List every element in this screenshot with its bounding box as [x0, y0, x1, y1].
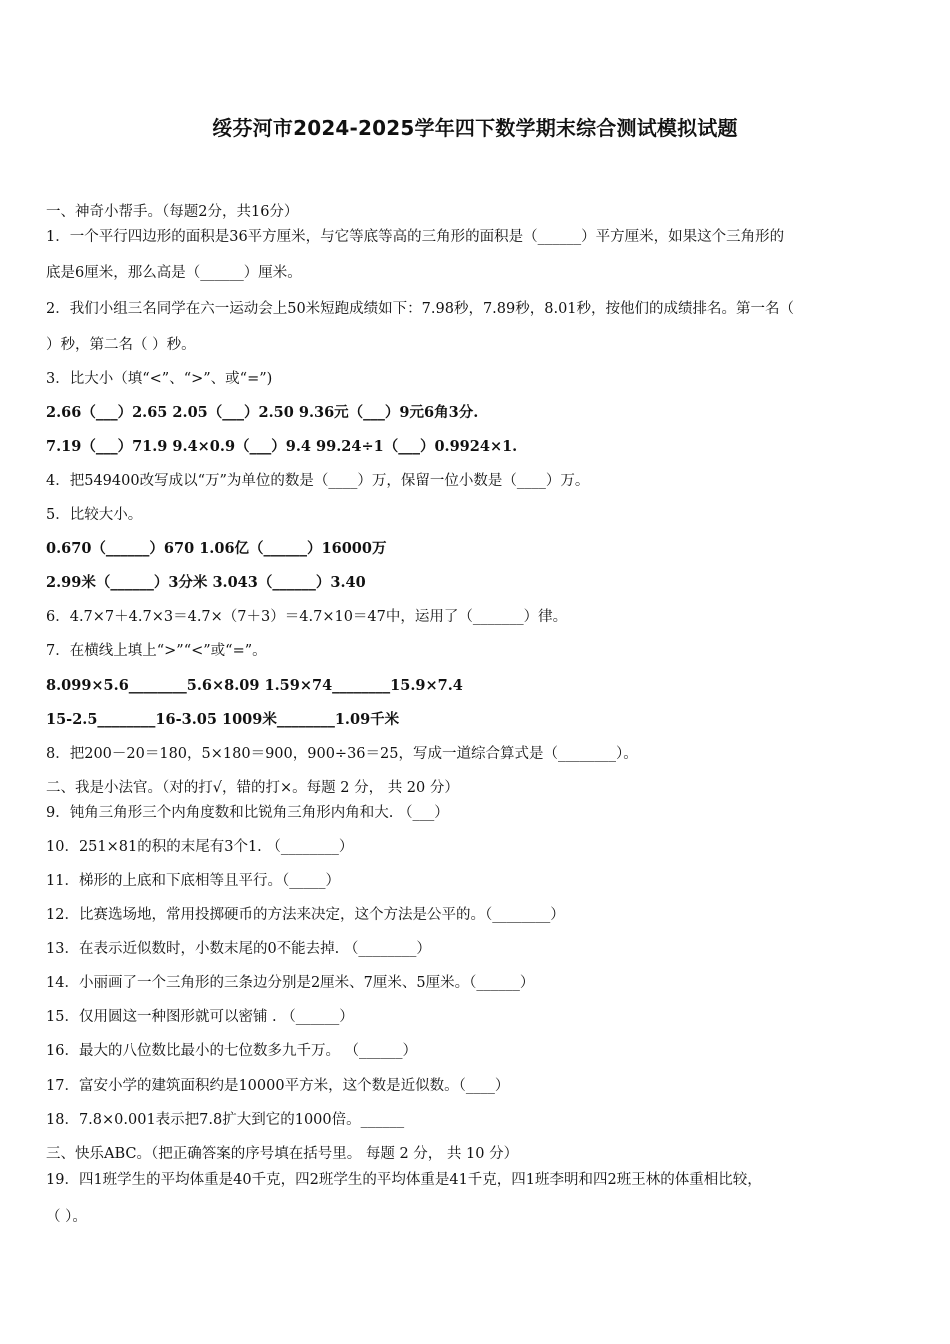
question-14: 14．小丽画了一个三角形的三条边分别是2厘米、7厘米、5厘米。（______） [46, 975, 535, 991]
question-3-row-2: 7.19（___）71.9 9.4×0.9（___）9.4 99.24÷1（___）0.9924×1. [46, 438, 518, 455]
question-17: 17．富安小学的建筑面积约是10000平方米，这个数是近似数。（____） [46, 1078, 510, 1094]
question-2-line-2: ）秒，第二名（ ）秒。 [46, 337, 196, 353]
section-heading-2: 二、我是小法官。（对的打√，错的打×。每题 2 分， 共 20 分） [46, 780, 459, 796]
question-7: 7．在横线上填上“>”“<”或“=”。 [46, 643, 267, 659]
question-19-line-1: 19．四1班学生的平均体重是40千克，四2班学生的平均体重是41千克，四1班李明和四2班王林的体重相比较， [46, 1172, 762, 1188]
question-8: 8．把200－20＝180，5×180＝900，900÷36＝25，写成一道综合算式是（________）。 [46, 746, 638, 762]
question-3: 3．比大小（填“<”、“>”、或“=”) [46, 371, 273, 387]
section-heading-1: 一、神奇小帮手。（每题2分，共16分） [46, 204, 299, 220]
question-19-line-2: （ ）。 [46, 1209, 87, 1225]
question-10: 10．251×81的积的末尾有3个1. （________） [46, 839, 354, 855]
question-1-line-1: 1．一个平行四边形的面积是36平方厘米，与它等底等高的三角形的面积是（______）平方厘米，如果这个三角形的 [46, 229, 785, 245]
section-heading-3: 三、快乐ABC。（把正确答案的序号填在括号里。 每题 2 分， 共 10 分） [46, 1146, 519, 1162]
question-1-line-2: 底是6厘米，那么高是（______）厘米。 [46, 265, 302, 281]
question-5-row-2: 2.99米（______）3分米 3.043（______）3.40 [46, 574, 366, 591]
question-15: 15．仅用圆这一种图形就可以密铺 . （______） [46, 1009, 354, 1025]
question-2-line-1: 2．我们小组三名同学在六一运动会上50米短跑成绩如下：7.98秒，7.89秒，8.01秒，按他们的成绩排名。第一名（ [46, 301, 795, 317]
question-16: 16．最大的八位数比最小的七位数多九千万。 （______） [46, 1043, 418, 1059]
question-11: 11．梯形的上底和下底相等且平行。（_____） [46, 873, 340, 889]
question-12: 12．比赛选场地，常用投掷硬币的方法来决定，这个方法是公平的。（________） [46, 907, 565, 923]
question-18: 18．7.8×0.001表示把7.8扩大到它的1000倍。______ [46, 1112, 405, 1128]
question-7-row-1: 8.099×5.6________5.6×8.09 1.59×74________15.9×7.4 [46, 677, 463, 694]
page-title: 绥芬河市2024-2025学年四下数学期末综合测试模拟试题 [212, 116, 738, 140]
question-6: 6．4.7×7＋4.7×3＝4.7×（7＋3）＝4.7×10＝47中，运用了（_______）律。 [46, 609, 568, 625]
question-3-row-1: 2.66（___）2.65 2.05（___）2.50 9.36元（___）9元6角3分. [46, 404, 479, 421]
question-5-row-1: 0.670（______）670 1.06亿（______）16000万 [46, 540, 387, 557]
question-4: 4．把549400改写成以“万”为单位的数是（____）万，保留一位小数是（____）万。 [46, 473, 590, 489]
question-7-row-2: 15-2.5________16-3.05 1009米________1.09千米 [46, 711, 400, 728]
question-13: 13．在表示近似数时，小数末尾的0不能去掉. （________） [46, 941, 431, 957]
question-9: 9．钝角三角形三个内角度数和比锐角三角形内角和大. （___） [46, 805, 449, 821]
question-5: 5．比较大小。 [46, 507, 143, 523]
